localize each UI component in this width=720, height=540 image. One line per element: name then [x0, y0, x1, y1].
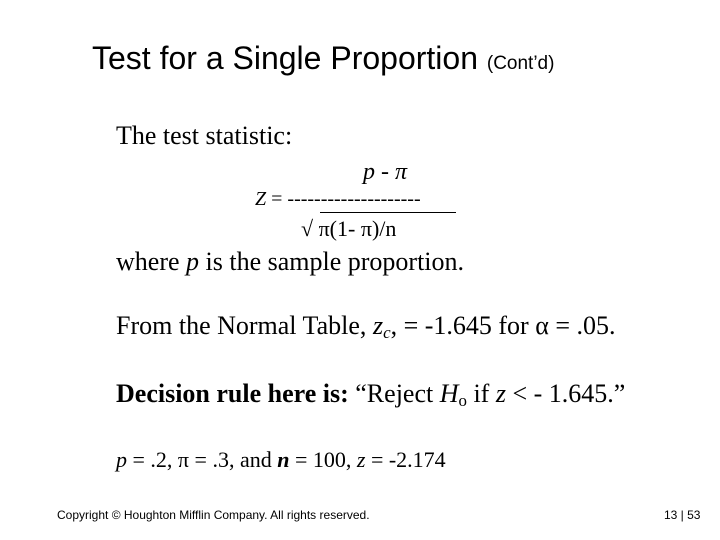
- decision-h-sub: o: [458, 391, 467, 411]
- decision-bold: Decision rule here is:: [116, 379, 349, 408]
- formula-numerator: p - π: [363, 159, 408, 185]
- formula-denominator-line: [301, 215, 396, 243]
- decision-open: “Reject: [348, 379, 440, 408]
- decision-z: z: [495, 379, 506, 408]
- example-z-val: = -2.174: [365, 447, 446, 472]
- where-p: p: [186, 247, 200, 276]
- normal-alpha: α: [535, 311, 549, 340]
- example-p-val: = .2,: [127, 447, 178, 472]
- example-line: [116, 446, 446, 474]
- normal-table-line: [116, 310, 616, 349]
- normal-z-sub: c: [383, 323, 391, 343]
- where-line: [116, 246, 464, 278]
- normal-end: = .05.: [548, 311, 616, 340]
- formula-z: Z: [255, 188, 267, 210]
- radical-vinculum: [320, 212, 456, 213]
- slide-title: [92, 38, 554, 84]
- example-p: p: [116, 447, 127, 472]
- title-suffix: (Cont’d): [486, 53, 555, 74]
- normal-prefix: From the Normal Table,: [116, 311, 373, 340]
- radical-sign: √: [301, 216, 314, 241]
- formula-equals-dashes: = --------------------: [271, 188, 421, 210]
- where-prefix: where: [116, 247, 187, 276]
- example-pi: π: [177, 447, 190, 472]
- example-n-val: = 100,: [289, 447, 357, 472]
- page-number: 13 | 53: [664, 508, 701, 522]
- example-z: z: [356, 447, 366, 472]
- decision-if: if: [466, 379, 496, 408]
- formula-denominator: π(1- π)/n: [318, 216, 397, 241]
- formula-z-line: [255, 186, 421, 212]
- decision-rest: < - 1.645.”: [505, 379, 626, 408]
- title-main: Test for a Single Proportion: [92, 40, 478, 76]
- where-suffix: is the sample proportion.: [199, 247, 465, 276]
- footer-copyright: Copyright © Houghton Mifflin Company. All rights reserved.: [57, 508, 370, 522]
- test-statistic-label: The test statistic:: [116, 121, 293, 150]
- decision-rule-line: [116, 378, 625, 417]
- example-n: n: [277, 447, 290, 472]
- normal-mid: , = -1.645 for: [390, 311, 536, 340]
- example-pi-val: = .3, and: [189, 447, 278, 472]
- decision-h: H: [439, 379, 459, 408]
- normal-z: z: [372, 311, 384, 340]
